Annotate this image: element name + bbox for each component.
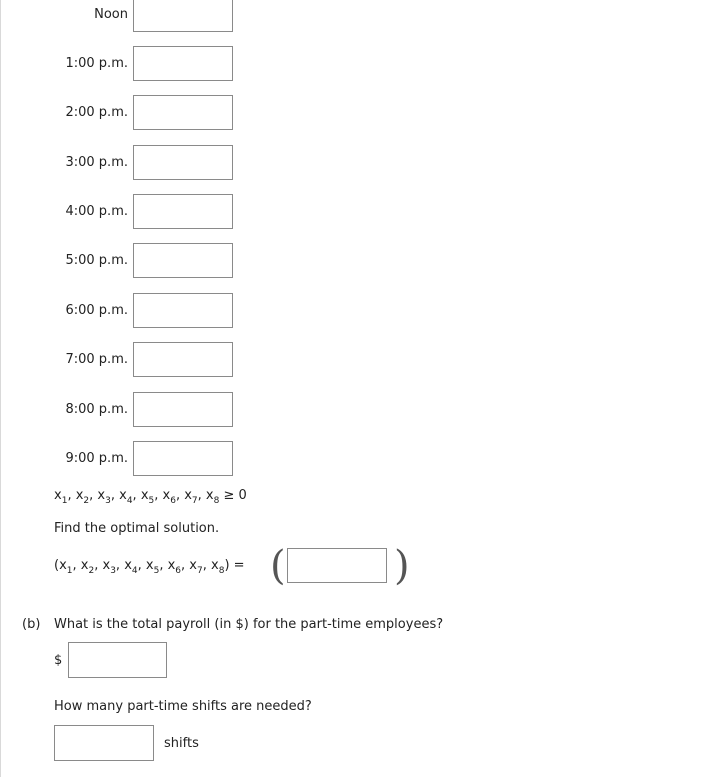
constraint-row	[0, 145, 260, 180]
variable: $x_5$	[140, 488, 155, 506]
constraint-rhs-input[interactable]	[133, 0, 233, 32]
time-label: Noon	[94, 7, 128, 22]
constraint-rhs-input[interactable]	[133, 342, 233, 377]
constraint-rhs-input[interactable]	[133, 392, 233, 427]
nonnegativity-variables: $x_1$, $x_2$, $x_3$, $x_4$, $x_5$, $x_6$, $x_7$, $x_8$	[54, 488, 220, 506]
variable: $x_7$	[184, 488, 198, 506]
time-label: 8:00 p.m.	[65, 402, 128, 417]
constraint-row	[0, 293, 260, 328]
tuple-variables: $x_1$, $x_2$, $x_3$, $x_4$, $x_5$, $x_6$, $x_7$, $x_8$	[59, 558, 225, 576]
constraint-row	[0, 95, 260, 130]
variable: $x_1$	[54, 488, 68, 506]
variable: $x_2$	[80, 558, 95, 576]
time-label: 6:00 p.m.	[65, 303, 128, 318]
variable: $x_8$	[211, 558, 225, 576]
constraint-rhs-input[interactable]	[133, 243, 233, 278]
shifts-unit: shifts	[164, 736, 199, 751]
constraint-row	[0, 441, 260, 476]
constraint-row	[0, 0, 260, 32]
variable: $x_5$	[145, 558, 160, 576]
part-b-label: (b)	[22, 617, 41, 632]
variable: $x_2$	[75, 488, 90, 506]
shifts-question: How many part-time shifts are needed?	[54, 699, 312, 714]
payroll-question: What is the total payroll (in $) for the part-time employees?	[54, 617, 444, 632]
constraint-rhs-input[interactable]	[133, 95, 233, 130]
right-paren-icon: )	[394, 543, 410, 589]
tuple-suffix: ) =	[224, 558, 245, 573]
variable: $x_4$	[124, 558, 138, 576]
tuple-open-paren: (	[54, 558, 60, 573]
payroll-input[interactable]	[68, 642, 167, 678]
variable: $x_6$	[162, 488, 176, 506]
constraint-rhs-input[interactable]	[133, 145, 233, 180]
constraint-rhs-input[interactable]	[133, 46, 233, 81]
currency-symbol: $	[54, 653, 63, 668]
time-label: 1:00 p.m.	[65, 56, 128, 71]
time-label: 3:00 p.m.	[65, 155, 128, 170]
constraint-rhs-input[interactable]	[133, 293, 233, 328]
constraint-row	[0, 392, 260, 427]
nonnegativity-relation: ≥ 0	[223, 488, 247, 503]
constraint-row	[0, 46, 260, 81]
constraint-rhs-input[interactable]	[133, 194, 233, 229]
left-paren-icon: (	[270, 543, 286, 589]
variable: $x_6$	[167, 558, 182, 576]
variable: $x_8$	[205, 488, 220, 506]
constraint-row	[0, 194, 260, 229]
time-label: 4:00 p.m.	[65, 204, 128, 219]
optimal-tuple-row	[54, 543, 414, 589]
variable: $x_7$	[189, 558, 203, 576]
optimal-solution-input[interactable]	[287, 548, 387, 583]
time-label: 5:00 p.m.	[65, 253, 128, 268]
variable: $x_3$	[102, 558, 116, 576]
variable: $x_3$	[97, 488, 111, 506]
nonnegativity-constraint	[54, 488, 247, 506]
variable: $x_4$	[119, 488, 133, 506]
variable: $x_1$	[59, 558, 73, 576]
constraint-row	[0, 243, 260, 278]
shifts-input[interactable]	[54, 725, 154, 761]
time-label: 9:00 p.m.	[65, 451, 128, 466]
optimal-solution-prompt: Find the optimal solution.	[54, 521, 220, 536]
constraint-rhs-input[interactable]	[133, 441, 233, 476]
constraint-row	[0, 342, 260, 377]
time-label: 7:00 p.m.	[65, 352, 128, 367]
time-label: 2:00 p.m.	[65, 105, 128, 120]
